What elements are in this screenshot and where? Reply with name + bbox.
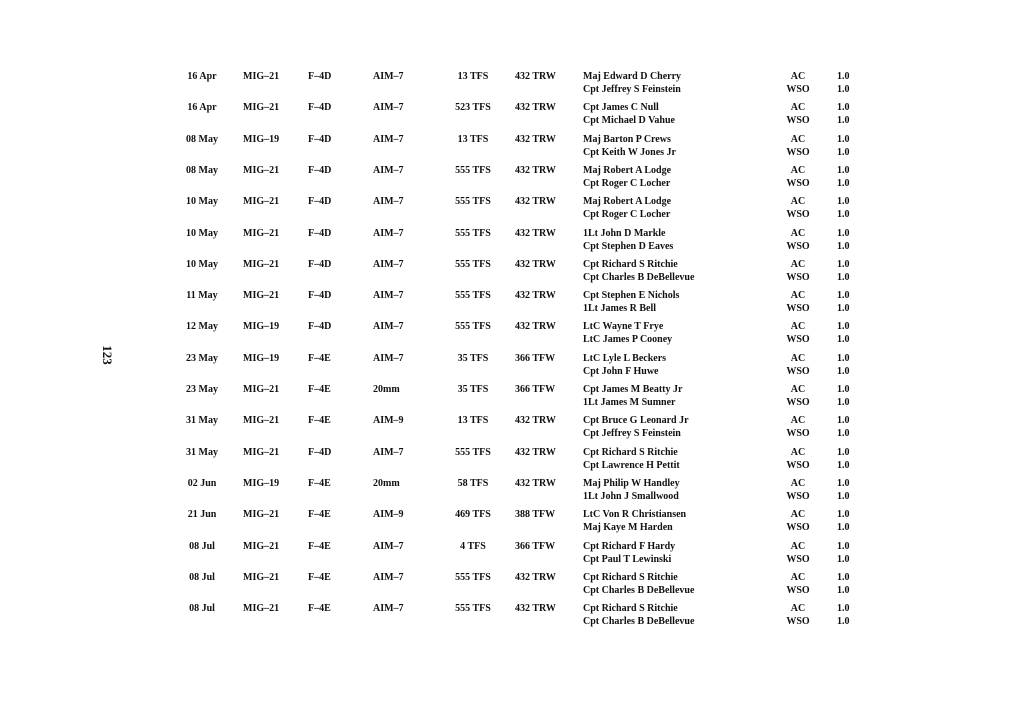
squadron-cell: 35 TFS [457, 384, 489, 395]
squadron-cell: 555 TFS [455, 603, 491, 615]
crew-role-ac: AC [790, 164, 806, 176]
crew-role-wso: WSO [786, 115, 810, 127]
weapon-cell: AIM–7 [373, 571, 404, 583]
credit-ac: 1.0 [837, 102, 850, 114]
table-row [0, 320, 1024, 348]
crew-name-wso: Cpt Michael D Vahue [583, 115, 675, 127]
squadron-cell: 555 TFS [455, 164, 491, 176]
crew-name-wso: Cpt Paul T Lewinski [583, 553, 672, 565]
aircraft-cell: F–4E [308, 509, 331, 521]
date-cell: 10 May [186, 196, 218, 208]
crew-role-wso: WSO [786, 240, 810, 252]
date-cell: 16 Apr [187, 102, 217, 114]
crew-name-ac: Cpt Richard S Ritchie [583, 446, 678, 458]
wing-cell: 432 TRW [515, 290, 556, 302]
wing-cell: 432 TRW [515, 477, 556, 489]
table-row [0, 227, 1024, 255]
wing-cell: 432 TRW [515, 102, 556, 114]
aircraft-cell: F–4D [308, 71, 332, 82]
credit-ac: 1.0 [837, 258, 850, 270]
wing-cell: 432 TRW [515, 321, 556, 333]
aircraft-cell: F–4E [308, 540, 331, 552]
crew-name-ac: Maj Robert A Lodge [583, 196, 672, 208]
crew-role-wso: WSO [786, 584, 810, 596]
enemy-aircraft-cell: MIG–19 [243, 321, 280, 333]
enemy-aircraft-cell: MIG–21 [243, 446, 280, 458]
enemy-aircraft-cell: MIG–21 [243, 540, 280, 552]
crew-role-wso: WSO [786, 397, 810, 408]
wing-cell: 432 TRW [515, 196, 556, 208]
crew-name-ac: Cpt James M Beatty Jr [583, 384, 683, 395]
credit-wso: 1.0 [837, 271, 850, 283]
crew-role-wso: WSO [786, 334, 810, 346]
crew-name-ac: Maj Philip W Handley [583, 477, 680, 489]
credit-wso: 1.0 [837, 240, 850, 252]
weapon-cell: AIM–7 [373, 71, 404, 82]
crew-name-wso: Cpt Charles B DeBellevue [583, 584, 695, 596]
credit-ac: 1.0 [837, 321, 850, 333]
weapon-cell: AIM–7 [373, 321, 404, 333]
credit-wso: 1.0 [837, 459, 850, 471]
enemy-aircraft-cell: MIG–21 [243, 415, 280, 427]
table-row [0, 414, 1024, 442]
date-cell: 23 May [186, 384, 218, 395]
enemy-aircraft-cell: MIG–21 [243, 71, 280, 82]
wing-cell: 432 TRW [515, 133, 556, 145]
credit-ac: 1.0 [837, 509, 850, 521]
aircraft-cell: F–4D [308, 133, 332, 145]
crew-name-wso: Cpt Roger C Locher [583, 177, 671, 189]
table-row [0, 164, 1024, 192]
crew-role-ac: AC [790, 446, 806, 458]
wing-cell: 366 TFW [515, 352, 556, 364]
squadron-cell: 555 TFS [455, 321, 491, 333]
crew-role-ac: AC [790, 603, 806, 615]
wing-cell: 432 TRW [515, 571, 556, 583]
crew-role-wso: WSO [786, 303, 810, 315]
crew-role-wso: WSO [786, 271, 810, 283]
date-cell: 02 Jun [187, 477, 217, 489]
table-row [0, 540, 1024, 568]
crew-name-wso: LtC James P Cooney [583, 334, 673, 346]
date-cell: 10 May [186, 258, 218, 270]
wing-cell: 366 TFW [515, 384, 556, 395]
crew-role-ac: AC [790, 477, 806, 489]
table-row [0, 258, 1024, 286]
date-cell: 23 May [186, 352, 218, 364]
wing-cell: 432 TRW [515, 446, 556, 458]
crew-role-ac: AC [790, 509, 806, 521]
crew-role-ac: AC [790, 571, 806, 583]
aircraft-cell: F–4D [308, 321, 332, 333]
credit-wso: 1.0 [837, 334, 850, 346]
crew-name-wso: Cpt Charles B DeBellevue [583, 616, 695, 628]
crew-name-wso: 1Lt James R Bell [583, 303, 657, 315]
credit-ac: 1.0 [837, 164, 850, 176]
table-row [0, 352, 1024, 380]
credit-wso: 1.0 [837, 115, 850, 127]
date-cell: 08 May [186, 133, 218, 145]
crew-name-ac: Maj Barton P Crews [583, 133, 671, 145]
date-cell: 12 May [186, 321, 218, 333]
credit-wso: 1.0 [837, 209, 850, 221]
squadron-cell: 4 TFS [460, 540, 486, 552]
credit-ac: 1.0 [837, 477, 850, 489]
date-cell: 08 May [186, 164, 218, 176]
squadron-cell: 555 TFS [455, 227, 491, 239]
weapon-cell: AIM–7 [373, 196, 404, 208]
enemy-aircraft-cell: MIG–21 [243, 509, 280, 521]
weapon-cell: AIM–7 [373, 258, 404, 270]
date-cell: 31 May [186, 446, 218, 458]
credit-ac: 1.0 [837, 133, 850, 145]
page-number: 123 [100, 345, 115, 365]
crew-role-ac: AC [790, 133, 806, 145]
crew-role-ac: AC [790, 71, 806, 82]
squadron-cell: 555 TFS [455, 446, 491, 458]
crew-name-wso: 1Lt John J Smallwood [583, 490, 679, 502]
crew-name-wso: Cpt Keith W Jones Jr [583, 146, 676, 158]
crew-role-ac: AC [790, 258, 806, 270]
enemy-aircraft-cell: MIG–19 [243, 477, 280, 489]
weapon-cell: AIM–7 [373, 603, 404, 615]
wing-cell: 432 TRW [515, 415, 556, 427]
crew-name-ac: Cpt Richard S Ritchie [583, 603, 678, 615]
wing-cell: 432 TRW [515, 258, 556, 270]
credit-ac: 1.0 [837, 540, 850, 552]
credit-wso: 1.0 [837, 616, 850, 628]
weapon-cell: AIM–7 [373, 352, 404, 364]
credit-wso: 1.0 [837, 397, 850, 408]
weapon-cell: AIM–7 [373, 164, 404, 176]
aircraft-cell: F–4D [308, 102, 332, 114]
crew-role-wso: WSO [786, 522, 810, 534]
crew-role-wso: WSO [786, 209, 810, 221]
table-row [0, 383, 1024, 411]
crew-name-wso: Cpt Roger C Locher [583, 209, 671, 221]
table-row [0, 477, 1024, 505]
crew-name-ac: Cpt Richard S Ritchie [583, 258, 678, 270]
crew-name-ac: 1Lt John D Markle [583, 227, 666, 239]
crew-role-wso: WSO [786, 616, 810, 628]
weapon-cell: AIM–9 [373, 509, 404, 521]
crew-name-ac: Cpt Richard S Ritchie [583, 571, 678, 583]
crew-name-wso: Maj Kaye M Harden [583, 522, 673, 534]
table-row [0, 289, 1024, 317]
crew-role-wso: WSO [786, 459, 810, 471]
credit-ac: 1.0 [837, 352, 850, 364]
crew-name-ac: Cpt Stephen E Nichols [583, 290, 680, 302]
table-row [0, 508, 1024, 536]
enemy-aircraft-cell: MIG–19 [243, 352, 280, 364]
weapon-cell: AIM–7 [373, 227, 404, 239]
enemy-aircraft-cell: MIG–21 [243, 258, 280, 270]
weapon-cell: AIM–7 [373, 446, 404, 458]
weapon-cell: 20mm [373, 384, 400, 395]
credit-wso: 1.0 [837, 365, 850, 377]
crew-name-wso: Cpt John F Huwe [583, 365, 659, 377]
crew-name-wso: Cpt Charles B DeBellevue [583, 271, 695, 283]
squadron-cell: 35 TFS [457, 352, 489, 364]
crew-role-ac: AC [790, 102, 806, 114]
crew-role-ac: AC [790, 415, 806, 427]
wing-cell: 366 TFW [515, 540, 556, 552]
crew-name-wso: Cpt Lawrence H Pettit [583, 459, 680, 471]
crew-name-ac: LtC Wayne T Frye [583, 321, 664, 333]
weapon-cell: AIM–7 [373, 290, 404, 302]
squadron-cell: 58 TFS [457, 477, 489, 489]
credit-wso: 1.0 [837, 84, 850, 95]
enemy-aircraft-cell: MIG–21 [243, 164, 280, 176]
aircraft-cell: F–4E [308, 384, 331, 395]
crew-name-ac: Cpt Richard F Hardy [583, 540, 676, 552]
aircraft-cell: F–4E [308, 415, 331, 427]
aircraft-cell: F–4E [308, 571, 331, 583]
credit-ac: 1.0 [837, 571, 850, 583]
credit-wso: 1.0 [837, 146, 850, 158]
squadron-cell: 13 TFS [457, 415, 489, 427]
credit-ac: 1.0 [837, 71, 850, 82]
crew-role-ac: AC [790, 321, 806, 333]
date-cell: 16 Apr [187, 71, 217, 82]
weapon-cell: AIM–7 [373, 102, 404, 114]
wing-cell: 432 TRW [515, 71, 556, 82]
crew-role-ac: AC [790, 384, 806, 395]
crew-name-ac: Maj Robert A Lodge [583, 164, 672, 176]
credit-ac: 1.0 [837, 415, 850, 427]
credit-wso: 1.0 [837, 584, 850, 596]
squadron-cell: 469 TFS [455, 509, 491, 521]
enemy-aircraft-cell: MIG–19 [243, 133, 280, 145]
table-row [0, 101, 1024, 129]
credit-ac: 1.0 [837, 227, 850, 239]
date-cell: 21 Jun [187, 509, 217, 521]
table-row [0, 133, 1024, 161]
weapon-cell: AIM–7 [373, 540, 404, 552]
crew-role-ac: AC [790, 227, 806, 239]
credit-ac: 1.0 [837, 446, 850, 458]
crew-role-ac: AC [790, 196, 806, 208]
enemy-aircraft-cell: MIG–21 [243, 196, 280, 208]
date-cell: 08 Jul [189, 571, 215, 583]
enemy-aircraft-cell: MIG–21 [243, 603, 280, 615]
enemy-aircraft-cell: MIG–21 [243, 571, 280, 583]
credit-wso: 1.0 [837, 428, 850, 440]
credit-wso: 1.0 [837, 177, 850, 189]
weapon-cell: AIM–7 [373, 133, 404, 145]
wing-cell: 432 TRW [515, 603, 556, 615]
aircraft-cell: F–4E [308, 477, 331, 489]
aircraft-cell: F–4D [308, 290, 332, 302]
aircraft-cell: F–4D [308, 258, 332, 270]
aircraft-cell: F–4E [308, 603, 331, 615]
credit-ac: 1.0 [837, 603, 850, 615]
crew-name-wso: Cpt Jeffrey S Feinstein [583, 428, 681, 440]
squadron-cell: 555 TFS [455, 258, 491, 270]
credit-ac: 1.0 [837, 290, 850, 302]
date-cell: 08 Jul [189, 603, 215, 615]
squadron-cell: 555 TFS [455, 196, 491, 208]
squadron-cell: 555 TFS [455, 290, 491, 302]
weapon-cell: AIM–9 [373, 415, 404, 427]
aircraft-cell: F–4D [308, 446, 332, 458]
crew-name-ac: Maj Edward D Cherry [583, 71, 682, 82]
crew-role-wso: WSO [786, 177, 810, 189]
crew-name-wso: 1Lt James M Sumner [583, 397, 676, 408]
date-cell: 11 May [186, 290, 218, 302]
date-cell: 08 Jul [189, 540, 215, 552]
credit-wso: 1.0 [837, 553, 850, 565]
crew-role-wso: WSO [786, 490, 810, 502]
crew-name-wso: Cpt Stephen D Eaves [583, 240, 674, 252]
enemy-aircraft-cell: MIG–21 [243, 290, 280, 302]
credit-ac: 1.0 [837, 196, 850, 208]
credit-wso: 1.0 [837, 522, 850, 534]
enemy-aircraft-cell: MIG–21 [243, 102, 280, 114]
credit-ac: 1.0 [837, 384, 850, 395]
credit-wso: 1.0 [837, 490, 850, 502]
credit-wso: 1.0 [837, 303, 850, 315]
enemy-aircraft-cell: MIG–21 [243, 227, 280, 239]
wing-cell: 432 TRW [515, 164, 556, 176]
crew-name-ac: Cpt Bruce G Leonard Jr [583, 415, 689, 427]
aircraft-cell: F–4D [308, 227, 332, 239]
crew-role-ac: AC [790, 352, 806, 364]
crew-role-ac: AC [790, 290, 806, 302]
aircraft-cell: F–4E [308, 352, 331, 364]
crew-name-ac: LtC Lyle L Beckers [583, 352, 667, 364]
crew-role-wso: WSO [786, 146, 810, 158]
squadron-cell: 13 TFS [457, 133, 489, 145]
crew-name-ac: Cpt James C Null [583, 102, 659, 114]
table-row [0, 70, 1024, 98]
date-cell: 31 May [186, 415, 218, 427]
crew-name-wso: Cpt Jeffrey S Feinstein [583, 84, 681, 95]
crew-role-ac: AC [790, 540, 806, 552]
table-row [0, 446, 1024, 474]
aircraft-cell: F–4D [308, 164, 332, 176]
crew-role-wso: WSO [786, 428, 810, 440]
enemy-aircraft-cell: MIG–21 [243, 384, 280, 395]
wing-cell: 388 TFW [515, 509, 556, 521]
squadron-cell: 13 TFS [457, 71, 489, 82]
aircraft-cell: F–4D [308, 196, 332, 208]
squadron-cell: 523 TFS [455, 102, 491, 114]
table-row [0, 195, 1024, 223]
wing-cell: 432 TRW [515, 227, 556, 239]
weapon-cell: 20mm [373, 477, 400, 489]
table-row [0, 602, 1024, 630]
date-cell: 10 May [186, 227, 218, 239]
crew-role-wso: WSO [786, 365, 810, 377]
squadron-cell: 555 TFS [455, 571, 491, 583]
crew-role-wso: WSO [786, 84, 810, 95]
crew-name-ac: LtC Von R Christiansen [583, 509, 687, 521]
crew-role-wso: WSO [786, 553, 810, 565]
table-row [0, 571, 1024, 599]
